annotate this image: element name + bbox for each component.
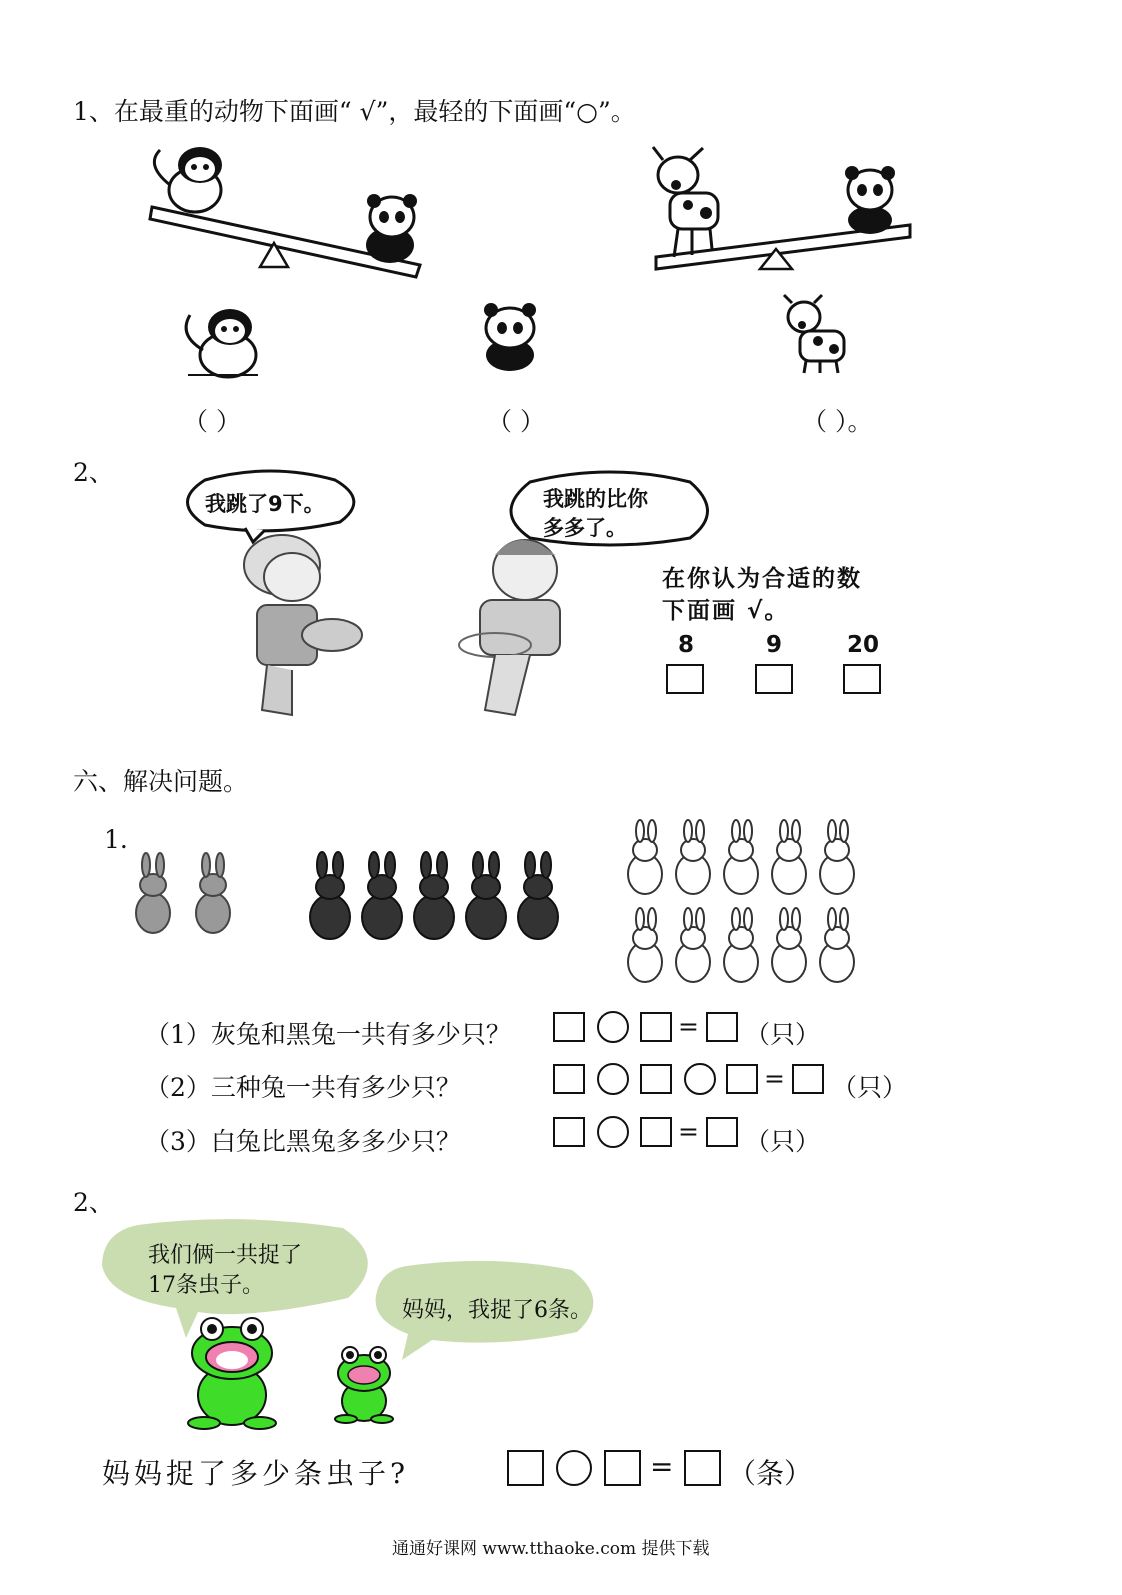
panda-icon	[366, 194, 417, 263]
baby-frog-icon	[332, 1345, 397, 1425]
eq1-equals: =	[678, 1012, 699, 1041]
p1-question-3: （3）白兔比黑兔多多少只？	[145, 1127, 461, 1156]
eq3-op-circle[interactable]	[597, 1116, 629, 1148]
choice-box-9[interactable]	[755, 664, 793, 694]
bubble-right-line2: 多多了。	[543, 516, 627, 540]
eq4-box-1[interactable]	[507, 1450, 544, 1486]
eq2-result-box[interactable]	[792, 1064, 824, 1094]
p2-number: 2、	[73, 1188, 114, 1217]
seesaw-monkey-panda-picture	[140, 145, 430, 285]
eq3-box-1[interactable]	[553, 1117, 585, 1147]
deer-icon	[653, 147, 718, 257]
q2-number: 2、	[73, 458, 114, 487]
eq1-op-circle[interactable]	[597, 1011, 629, 1043]
choice-label-8: 8	[678, 632, 695, 658]
footer-credit: 通通好课网 www.tthaoke.com 提供下载	[392, 1539, 710, 1559]
eq4-box-2[interactable]	[604, 1450, 641, 1486]
eq1-box-2[interactable]	[640, 1012, 672, 1042]
boy-jumping-left-picture	[222, 525, 372, 720]
mother-frog-icon	[182, 1315, 282, 1430]
eq4-equals: =	[650, 1450, 674, 1483]
choice-label-9: 9	[766, 632, 783, 658]
eq2-box-2[interactable]	[640, 1064, 672, 1094]
seesaw-deer-panda-picture	[648, 145, 918, 275]
answer-paren-panda[interactable]: （ ）	[487, 407, 545, 436]
p1-number: 1.	[104, 825, 128, 854]
choice-box-8[interactable]	[666, 664, 704, 694]
eq2-equals: =	[764, 1064, 785, 1093]
eq4-result-box[interactable]	[684, 1450, 721, 1486]
p2-question: 妈妈捉了多少条虫子?	[102, 1457, 410, 1490]
bubble-left-text: 我跳了9下。	[205, 492, 325, 516]
instruction-line2: 下面画 √。	[662, 598, 790, 624]
white-rabbits-picture	[620, 822, 880, 992]
bubble-right-line1: 我跳的比你	[543, 487, 648, 511]
eq2-op-circle-2[interactable]	[684, 1063, 716, 1095]
deer-icon	[782, 295, 852, 375]
eq3-result-box[interactable]	[706, 1117, 738, 1147]
boy-jumping-right-picture	[450, 530, 600, 720]
panda-icon	[478, 300, 543, 375]
panda-icon	[845, 166, 895, 234]
choice-label-20: 20	[847, 632, 880, 658]
mother-frog-line1: 我们俩一共捉了	[148, 1243, 303, 1268]
eq3-box-2[interactable]	[640, 1117, 672, 1147]
eq1-unit: （只）	[745, 1020, 821, 1049]
p1-question-1: （1）灰兔和黑兔一共有多少只？	[145, 1020, 511, 1049]
eq1-result-box[interactable]	[706, 1012, 738, 1042]
eq2-box-3[interactable]	[726, 1064, 758, 1094]
eq2-op-circle-1[interactable]	[597, 1063, 629, 1095]
eq4-unit: （条）	[728, 1457, 813, 1490]
baby-frog-text: 妈妈，我捉了6条。	[402, 1298, 592, 1323]
mother-frog-line2: 17条虫子。	[148, 1273, 264, 1298]
p1-question-2: （2）三种兔一共有多少只？	[145, 1073, 461, 1102]
monkey-icon	[178, 305, 268, 380]
eq4-op-circle[interactable]	[556, 1450, 592, 1486]
monkey-icon	[154, 147, 222, 212]
gray-rabbits-picture	[128, 855, 243, 940]
q1-title: 1、在最重的动物下面画“ √”，最轻的下面画“○”。	[73, 97, 636, 126]
eq1-box-1[interactable]	[553, 1012, 585, 1042]
eq3-equals: =	[678, 1117, 699, 1146]
eq2-unit: （只）	[832, 1073, 908, 1102]
choice-box-20[interactable]	[843, 664, 881, 694]
section6-title: 六、解决问题。	[73, 767, 249, 796]
instruction-line1: 在你认为合适的数	[662, 566, 862, 592]
answer-paren-deer[interactable]: （ ）。	[802, 407, 873, 436]
eq3-unit: （只）	[745, 1127, 821, 1156]
answer-paren-monkey[interactable]: （ ）	[183, 407, 241, 436]
eq2-box-1[interactable]	[553, 1064, 585, 1094]
black-rabbits-picture	[305, 855, 570, 945]
